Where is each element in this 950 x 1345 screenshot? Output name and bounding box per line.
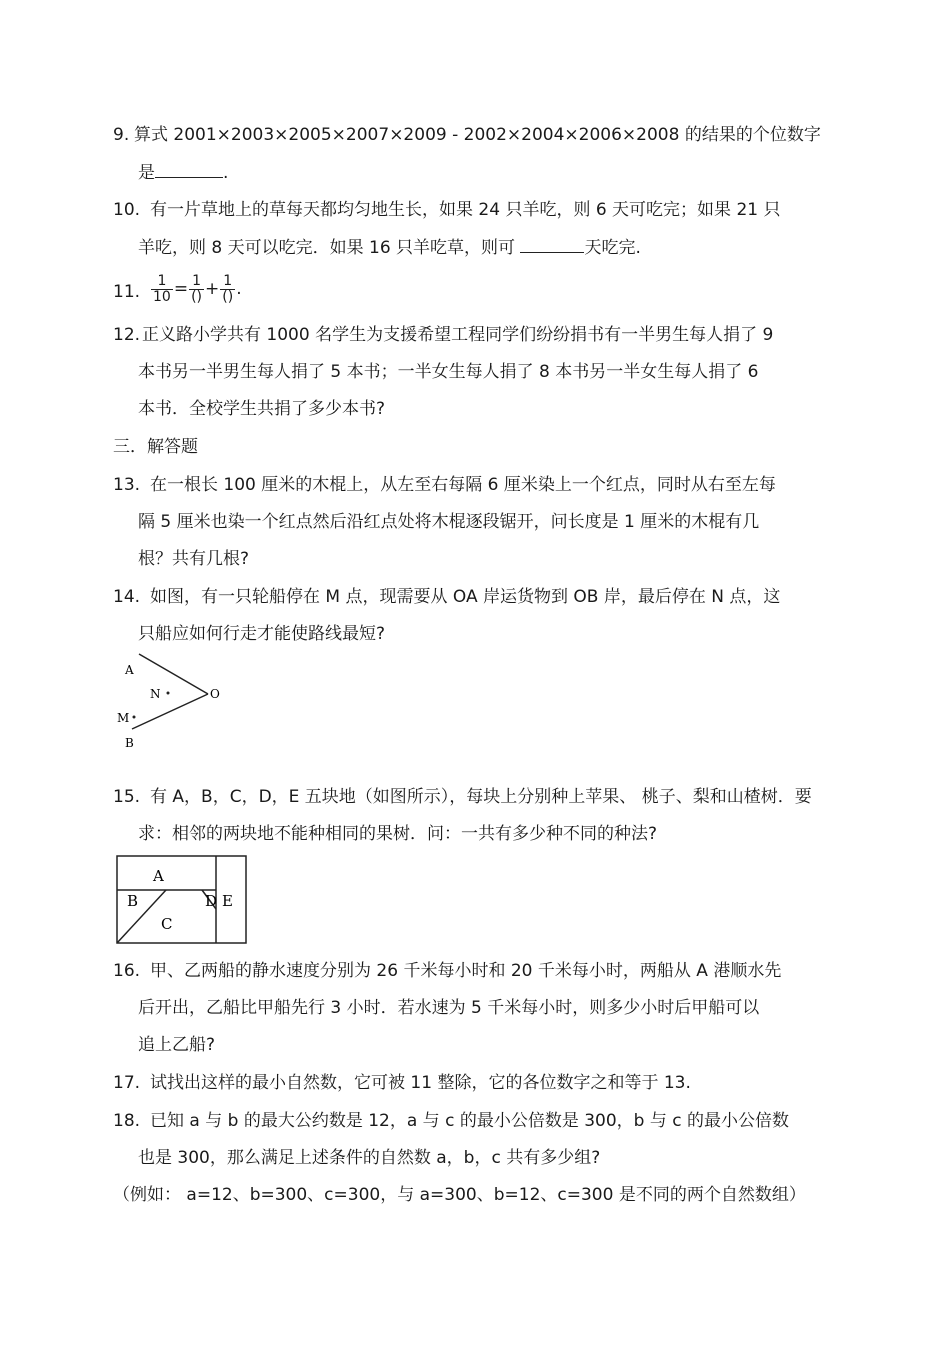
- q11-frac3-den: (): [222, 288, 234, 305]
- region-c-label: C: [161, 915, 173, 933]
- q10-line2-prefix: 羊吃，则 8 天可以吃完．如果 16 只羊吃草，则可: [138, 238, 516, 258]
- q10-line1: 有一片草地上的草每天都均匀地生长，如果 24 只羊吃，则 6 天可吃完；如果 21 只: [150, 200, 781, 220]
- label-m: M: [117, 711, 130, 725]
- q17-line1: 试找出这样的最小自然数，它可被 11 整除，它的各位数字之和等于 13.: [150, 1073, 691, 1093]
- q15-line1: 有 A，B，C，D，E 五块地（如图所示），每块上分别种上苹果、 桃子、梨和山楂树．要: [150, 787, 812, 807]
- q13-line3: 根？共有几根?: [138, 549, 250, 569]
- q9-answer-blank: [155, 161, 223, 178]
- q11-frac1-den: 10: [153, 288, 171, 305]
- ray-ob: [132, 694, 208, 729]
- label-a: A: [125, 663, 134, 677]
- label-o: O: [210, 687, 220, 701]
- q18-line3: （例如： a=12、b=300、c=300，与 a=300、b=12、c=300 是不同的两个自然数组）: [113, 1185, 806, 1205]
- label-b: B: [125, 736, 134, 750]
- q9-number: 9.: [113, 125, 130, 145]
- region-e-label: E: [222, 892, 233, 910]
- q15-figure: [115, 855, 250, 947]
- q11-plus: +: [205, 279, 220, 299]
- q11-frac1-num: 1: [151, 274, 173, 290]
- q9-line1: 算式 2001×2003×2005×2007×2009 - 2002×2004×2006×2008 的结果的个位数字: [134, 125, 821, 145]
- divider-bc: [117, 890, 166, 943]
- q16-line3: 追上乙船?: [138, 1035, 216, 1055]
- q14-number: 14.: [113, 587, 141, 607]
- q12-line1: 正义路小学共有 1000 名学生为支援希望工程同学们纷纷捐书有一半男生每人捐了 9: [142, 325, 774, 345]
- q14-line2: 只船应如何行走才能使路线最短?: [138, 624, 386, 644]
- region-b-label: B: [127, 892, 139, 910]
- q16-number: 16.: [113, 961, 141, 981]
- q12-number: 12.: [113, 325, 141, 345]
- q13-number: 13.: [113, 475, 141, 495]
- q9-line2: [138, 161, 228, 184]
- region-d-label: D: [205, 892, 218, 910]
- point-m: [133, 716, 136, 719]
- q10-answer-blank: [520, 236, 584, 253]
- q11-number: 11.: [113, 282, 141, 302]
- q11-equation: [150, 267, 242, 311]
- q17-number: 17.: [113, 1073, 141, 1093]
- q15-line2: 求：相邻的两块地不能种相同的果树．问：一共有多少种不同的种法?: [138, 824, 658, 844]
- q11-fraction-2: [189, 274, 204, 305]
- q18-line2: 也是 300，那么满足上述条件的自然数 a，b，c 共有多少组?: [138, 1148, 601, 1168]
- q10-line2-suffix: 天吃完.: [584, 238, 641, 258]
- region-a-label: A: [153, 867, 164, 885]
- q12-line3: 本书．全校学生共捐了多少本书?: [138, 399, 386, 419]
- q18-number: 18.: [113, 1111, 141, 1131]
- q11-fraction-3: [220, 274, 235, 305]
- q18-line1: 已知 a 与 b 的最大公约数是 12，a 与 c 的最小公倍数是 300，b 与 c 的最小公倍数: [150, 1111, 790, 1131]
- q11-frac3-num: 1: [220, 274, 235, 290]
- q14-figure: [112, 650, 227, 755]
- q10-number: 10.: [113, 200, 141, 220]
- q11-equals: =: [173, 279, 189, 299]
- q11-frac2-num: 1: [189, 274, 204, 290]
- q15-number: 15.: [113, 787, 141, 807]
- q13-line2: 隔 5 厘米也染一个红点然后沿红点处将木棍逐段锯开，问长度是 1 厘米的木棍有几: [138, 512, 760, 532]
- q11-period: .: [236, 279, 242, 299]
- q16-line1: 甲、乙两船的静水速度分别为 26 千米每小时和 20 千米每小时，两船从 A 港顺水先: [150, 961, 782, 981]
- section-title: 三．解答题: [113, 437, 198, 457]
- q9-line2-suffix: .: [223, 163, 229, 183]
- label-n: N: [150, 687, 161, 701]
- q12-line2: 本书另一半男生每人捐了 5 本书；一半女生每人捐了 8 本书另一半女生每人捐了 6: [138, 362, 759, 382]
- q11-fraction-1: [151, 274, 173, 305]
- q13-line1: 在一根长 100 厘米的木棍上，从左至右每隔 6 厘米染上一个红点，同时从右至左每: [150, 475, 776, 495]
- q10-line2: [138, 236, 641, 259]
- q14-line1: 如图，有一只轮船停在 M 点，现需要从 OA 岸运货物到 OB 岸，最后停在 N 点，这: [150, 587, 781, 607]
- q11-frac2-den: (): [191, 288, 203, 305]
- q9-line2-prefix: 是: [138, 163, 155, 183]
- point-n: [167, 692, 170, 695]
- q16-line2: 后开出，乙船比甲船先行 3 小时．若水速为 5 千米每小时，则多少小时后甲船可以: [138, 998, 760, 1018]
